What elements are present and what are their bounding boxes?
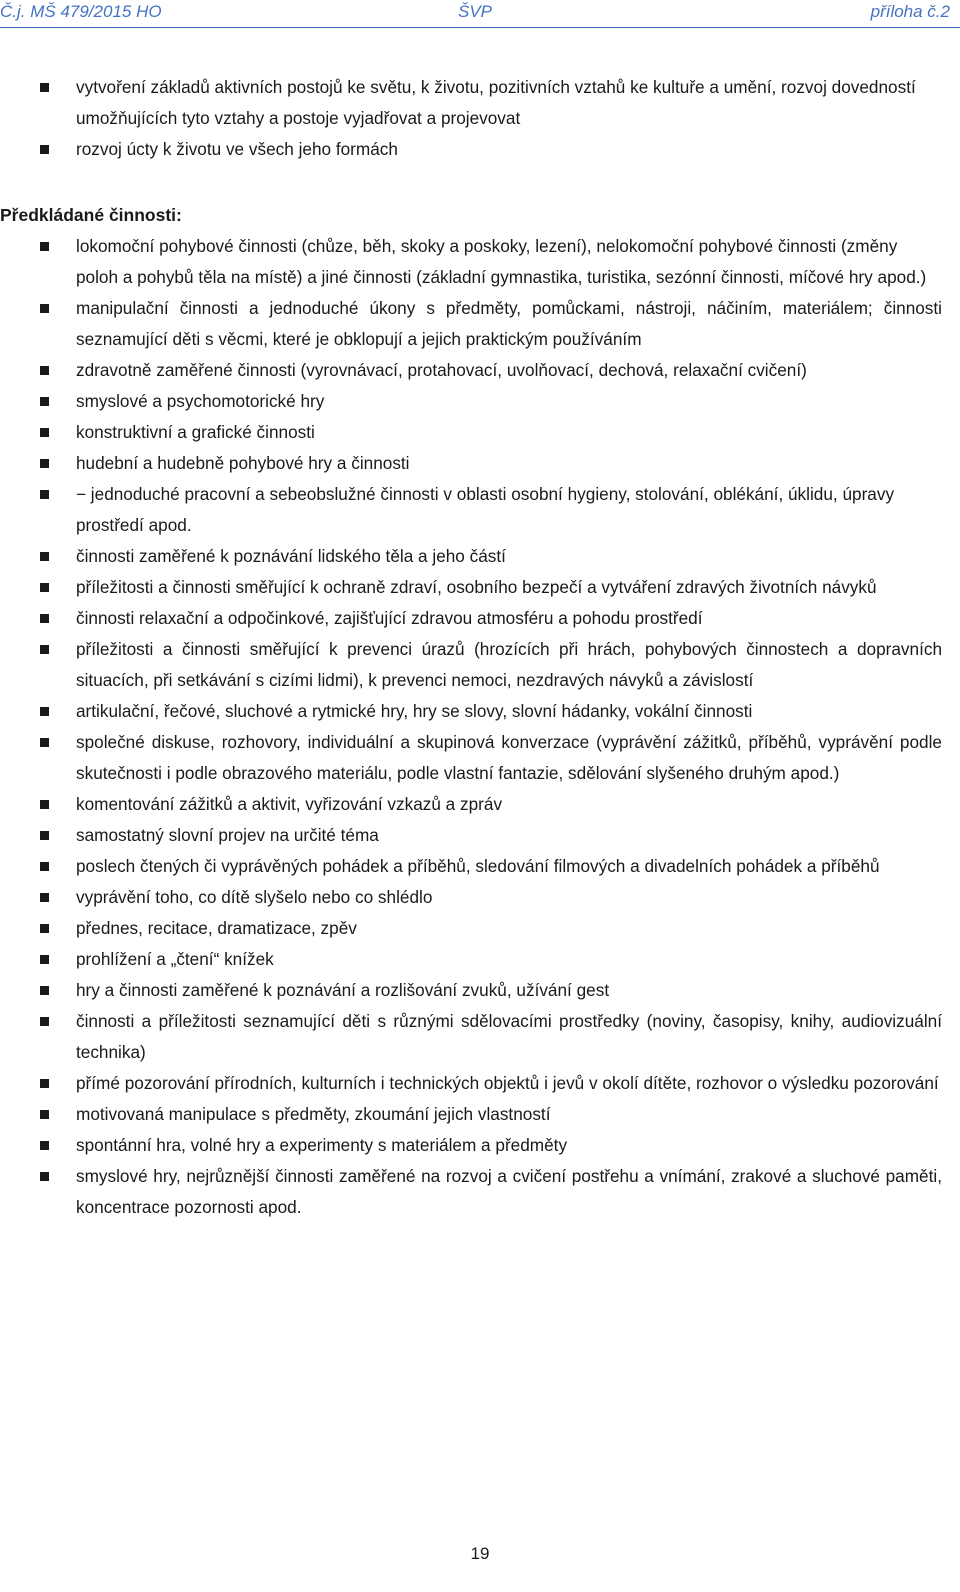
list-item-text: příležitosti a činnosti směřující k ochraně zdraví, osobního bezpečí a vytváření zdravých životních návyků bbox=[76, 577, 877, 597]
page-number: 19 bbox=[470, 1544, 490, 1563]
header-reference: Č.j. MŠ 479/2015 HO bbox=[0, 2, 162, 21]
list-item bbox=[0, 1130, 960, 1161]
list-item-text: komentování zážitků a aktivit, vyřizování vzkazů a zpráv bbox=[76, 794, 503, 814]
list-item bbox=[0, 1006, 960, 1068]
list-item-text: konstruktivní a grafické činnosti bbox=[76, 422, 315, 442]
list-item-text: − jednoduché pracovní a sebeobslužné činnosti v oblasti osobní hygieny, stolování, oblékání, úklidu, úpravy prostředí apod. bbox=[76, 484, 895, 535]
list-item bbox=[0, 1161, 960, 1223]
square-bullet-icon bbox=[40, 800, 49, 809]
section-heading: Předkládané činnosti: bbox=[0, 205, 182, 225]
list-item-text: motivovaná manipulace s předměty, zkoumání jejich vlastností bbox=[76, 1104, 551, 1124]
list-item bbox=[0, 386, 960, 417]
list-item bbox=[0, 541, 960, 572]
list-item bbox=[0, 882, 960, 913]
list-item-text: smyslové hry, nejrůznější činnosti zaměřené na rozvoj a cvičení postřehu a vnímání, zrakové a sluchové paměti, koncentrace pozornosti apod. bbox=[76, 1166, 942, 1217]
list-item-text: rozvoj úcty k životu ve všech jeho formách bbox=[76, 139, 398, 159]
square-bullet-icon bbox=[40, 707, 49, 716]
list-item bbox=[0, 603, 960, 634]
square-bullet-icon bbox=[40, 304, 49, 313]
page-header bbox=[0, 0, 960, 26]
list-item bbox=[0, 820, 960, 851]
square-bullet-icon bbox=[40, 986, 49, 995]
list-item-text: společné diskuse, rozhovory, individuální a skupinová konverzace (vyprávění zážitků, příběhů, vyprávění podle skutečnosti i podle obrazového materiálu, podle vlastní fantazie, sdělování slyšeného druhým apod.) bbox=[76, 732, 942, 783]
list-item-text: prohlížení a „čtení“ knížek bbox=[76, 949, 274, 969]
square-bullet-icon bbox=[40, 145, 49, 154]
square-bullet-icon bbox=[40, 242, 49, 251]
square-bullet-icon bbox=[40, 831, 49, 840]
list-item-text: hry a činnosti zaměřené k poznávání a rozlišování zvuků, užívání gest bbox=[76, 980, 610, 1000]
list-item-text: činnosti a příležitosti seznamující děti s různými sdělovacími prostředky (noviny, časopisy, knihy, audiovizuální technika) bbox=[76, 1011, 942, 1062]
list-item bbox=[0, 634, 960, 696]
list-item-text: přednes, recitace, dramatizace, zpěv bbox=[76, 918, 357, 938]
list-item-text: spontánní hra, volné hry a experimenty s materiálem a předměty bbox=[76, 1135, 568, 1155]
square-bullet-icon bbox=[40, 645, 49, 654]
square-bullet-icon bbox=[40, 490, 49, 499]
square-bullet-icon bbox=[40, 366, 49, 375]
square-bullet-icon bbox=[40, 1079, 49, 1088]
list-item-text: zdravotně zaměřené činnosti (vyrovnávací, protahovací, uvolňovací, dechová, relaxační cvičení) bbox=[76, 360, 807, 380]
list-item bbox=[0, 913, 960, 944]
list-item bbox=[0, 72, 960, 134]
list-item-text: přímé pozorování přírodních, kulturních i technických objektů i jevů v okolí dítěte, rozhovor o výsledku pozorování bbox=[76, 1073, 939, 1093]
list-item-text: vyprávění toho, co dítě slyšelo nebo co shlédlo bbox=[76, 887, 433, 907]
list-item bbox=[0, 572, 960, 603]
square-bullet-icon bbox=[40, 1172, 49, 1181]
square-bullet-icon bbox=[40, 738, 49, 747]
list-item bbox=[0, 231, 960, 293]
square-bullet-icon bbox=[40, 862, 49, 871]
header-document: ŠVP bbox=[458, 2, 493, 21]
list-item bbox=[0, 355, 960, 386]
list-item bbox=[0, 293, 960, 355]
header-rule bbox=[0, 27, 960, 28]
square-bullet-icon bbox=[40, 1141, 49, 1150]
list-item-text: manipulační činnosti a jednoduché úkony s předměty, pomůckami, nástroji, náčiním, materiálem; činnosti seznamující děti s věcmi, které je obklopují a jejich praktickým používáním bbox=[76, 298, 942, 349]
list-item-text: samostatný slovní projev na určité téma bbox=[76, 825, 379, 845]
list-item-text: lokomoční pohybové činnosti (chůze, běh, skoky a poskoky, lezení), nelokomoční pohybové činnosti (změny poloh a pohybů těla na místě) a jiné činnosti (základní gymnastika, turistika, sezónní činnosti, míčové hry apod.) bbox=[76, 236, 927, 287]
list-item bbox=[0, 944, 960, 975]
square-bullet-icon bbox=[40, 428, 49, 437]
list-item bbox=[0, 479, 960, 541]
list-item-text: artikulační, řečové, sluchové a rytmické hry, hry se slovy, slovní hádanky, vokální činnosti bbox=[76, 701, 753, 721]
square-bullet-icon bbox=[40, 583, 49, 592]
list-item-text: vytvoření základů aktivních postojů ke světu, k životu, pozitivních vztahů ke kultuře a umění, rozvoj dovedností umožňujících tyto vztahy a postoje vyjadřovat a projevovat bbox=[76, 77, 916, 128]
list-item bbox=[0, 1068, 960, 1099]
list-item bbox=[0, 975, 960, 1006]
square-bullet-icon bbox=[40, 459, 49, 468]
list-item bbox=[0, 448, 960, 479]
square-bullet-icon bbox=[40, 1017, 49, 1026]
square-bullet-icon bbox=[40, 924, 49, 933]
list-item bbox=[0, 851, 960, 882]
square-bullet-icon bbox=[40, 83, 49, 92]
square-bullet-icon bbox=[40, 552, 49, 561]
header-attachment: příloha č.2 bbox=[870, 2, 950, 21]
list-item bbox=[0, 1099, 960, 1130]
square-bullet-icon bbox=[40, 397, 49, 406]
list-item-text: hudební a hudebně pohybové hry a činnosti bbox=[76, 453, 410, 473]
list-item-text: činnosti zaměřené k poznávání lidského těla a jeho částí bbox=[76, 546, 506, 566]
square-bullet-icon bbox=[40, 955, 49, 964]
list-item bbox=[0, 727, 960, 789]
square-bullet-icon bbox=[40, 1110, 49, 1119]
list-item bbox=[0, 417, 960, 448]
list-item bbox=[0, 789, 960, 820]
list-item-text: smyslové a psychomotorické hry bbox=[76, 391, 325, 411]
list-item bbox=[0, 134, 960, 165]
goals-list bbox=[0, 72, 960, 165]
activities-list bbox=[0, 231, 960, 1223]
square-bullet-icon bbox=[40, 893, 49, 902]
list-item-text: činnosti relaxační a odpočinkové, zajišťující zdravou atmosféru a pohodu prostředí bbox=[76, 608, 703, 628]
square-bullet-icon bbox=[40, 614, 49, 623]
list-item-text: poslech čtených či vyprávěných pohádek a příběhů, sledování filmových a divadelních pohádek a příběhů bbox=[76, 856, 880, 876]
list-item bbox=[0, 696, 960, 727]
list-item-text: příležitosti a činnosti směřující k prevenci úrazů (hrozících při hrách, pohybových činnostech a dopravních situacích, při setkávání s cizími lidmi), k prevenci nemoci, nezdravých návyků a závislostí bbox=[76, 639, 942, 690]
